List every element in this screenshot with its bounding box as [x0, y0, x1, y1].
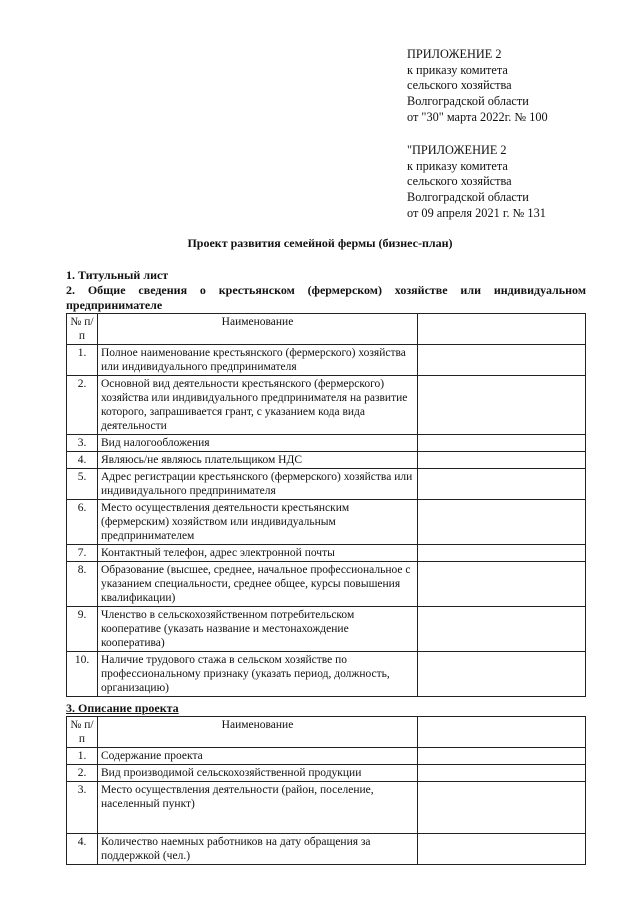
general-info-table — [66, 313, 586, 697]
header-line: от "30" марта 2022г. № 100 — [407, 109, 548, 124]
column-header-name: Наименование — [98, 717, 418, 748]
row-number: 10. — [67, 652, 98, 697]
table-row — [67, 376, 586, 435]
header-line: Волгоградской области — [407, 94, 529, 109]
table-row — [67, 834, 586, 865]
row-number: 4. — [67, 834, 98, 865]
section-general-info-heading: 2. Общие сведения о крестьянском (фермерском) хозяйстве или индивидуальном предпринимателе — [66, 283, 586, 312]
row-name: Образование (высшее, среднее, начальное профессиональное с указанием специальности, среднее общее, курсы повышения квалификации) — [98, 562, 418, 607]
project-description-table — [66, 716, 586, 865]
row-value-cell[interactable] — [418, 562, 586, 607]
row-number: 2. — [67, 376, 98, 435]
row-value-cell[interactable] — [418, 607, 586, 652]
column-header-value — [418, 314, 586, 345]
header-approval-previous — [407, 143, 637, 222]
row-name: Место осуществления деятельности крестьянским (фермерским) хозяйством или индивидуальным предпринимателем — [98, 500, 418, 545]
table-row — [67, 765, 586, 782]
table-row — [67, 562, 586, 607]
table-row — [67, 782, 586, 834]
header-line: ПРИЛОЖЕНИЕ 2 — [407, 47, 502, 61]
row-value-cell[interactable] — [418, 782, 586, 834]
table-header-row — [67, 314, 586, 345]
row-name: Вид производимой сельскохозяйственной продукции — [98, 765, 418, 782]
header-approval-current — [407, 47, 637, 126]
row-value-cell[interactable] — [418, 652, 586, 697]
document-title: Проект развития семейной фермы (бизнес-план) — [187, 236, 453, 250]
table-row — [67, 500, 586, 545]
row-number: 3. — [67, 435, 98, 452]
row-value-cell[interactable] — [418, 469, 586, 500]
row-name: Являюсь/не являюсь плательщиком НДС — [98, 452, 418, 469]
column-header-name: Наименование — [98, 314, 418, 345]
row-name: Вид налогообложения — [98, 435, 418, 452]
row-name: Количество наемных работников на дату обращения за поддержкой (чел.) — [98, 834, 418, 865]
row-number: 8. — [67, 562, 98, 607]
header-line: сельского хозяйства — [407, 78, 512, 93]
table-row — [67, 607, 586, 652]
section-project-description-heading: 3. Описание проекта — [66, 701, 179, 715]
row-name: Основной вид деятельности крестьянского (фермерского) хозяйства или индивидуального предпринимателя на развитие которого, запрашивается грант, с указанием кода вида деятельности — [98, 376, 418, 435]
row-number: 7. — [67, 545, 98, 562]
row-name: Полное наименование крестьянского (фермерского) хозяйства или индивидуального предпринимателя — [98, 345, 418, 376]
column-header-number: № п/п — [67, 717, 98, 748]
row-number: 3. — [67, 782, 98, 834]
row-value-cell[interactable] — [418, 452, 586, 469]
row-value-cell[interactable] — [418, 834, 586, 865]
table-row — [67, 652, 586, 697]
table-row — [67, 545, 586, 562]
row-number: 9. — [67, 607, 98, 652]
header-line: от 09 апреля 2021 г. № 131 — [407, 205, 546, 220]
row-name: Членство в сельскохозяйственном потребительском кооперативе (указать название и местонахождение кооператива) — [98, 607, 418, 652]
row-number: 1. — [67, 748, 98, 765]
row-name: Наличие трудового стажа в сельском хозяйстве по профессиональному признаку (указать период, должность, организацию) — [98, 652, 418, 697]
table-row — [67, 469, 586, 500]
column-header-value — [418, 717, 586, 748]
table-row — [67, 435, 586, 452]
row-value-cell[interactable] — [418, 345, 586, 376]
row-value-cell[interactable] — [418, 748, 586, 765]
section-title-page-heading: 1. Титульный лист — [66, 268, 169, 282]
row-value-cell[interactable] — [418, 765, 586, 782]
header-line: сельского хозяйства — [407, 174, 512, 189]
row-value-cell[interactable] — [418, 500, 586, 545]
row-name: Место осуществления деятельности (район, поселение, населенный пункт) — [98, 782, 418, 834]
table-row — [67, 748, 586, 765]
header-line: к приказу комитета — [407, 62, 508, 77]
row-value-cell[interactable] — [418, 545, 586, 562]
row-name: Содержание проекта — [98, 748, 418, 765]
header-line: "ПРИЛОЖЕНИЕ 2 — [407, 143, 507, 157]
row-number: 5. — [67, 469, 98, 500]
row-number: 1. — [67, 345, 98, 376]
table-header-row — [67, 717, 586, 748]
row-number: 4. — [67, 452, 98, 469]
row-value-cell[interactable] — [418, 376, 586, 435]
table-row — [67, 345, 586, 376]
row-name: Контактный телефон, адрес электронной почты — [98, 545, 418, 562]
table-row — [67, 452, 586, 469]
column-header-number: № п/п — [67, 314, 98, 345]
row-number: 6. — [67, 500, 98, 545]
header-line: к приказу комитета — [407, 158, 508, 173]
row-name: Адрес регистрации крестьянского (фермерского) хозяйства или индивидуального предпринимателя — [98, 469, 418, 500]
row-value-cell[interactable] — [418, 435, 586, 452]
row-number: 2. — [67, 765, 98, 782]
header-line: Волгоградской области — [407, 190, 529, 205]
